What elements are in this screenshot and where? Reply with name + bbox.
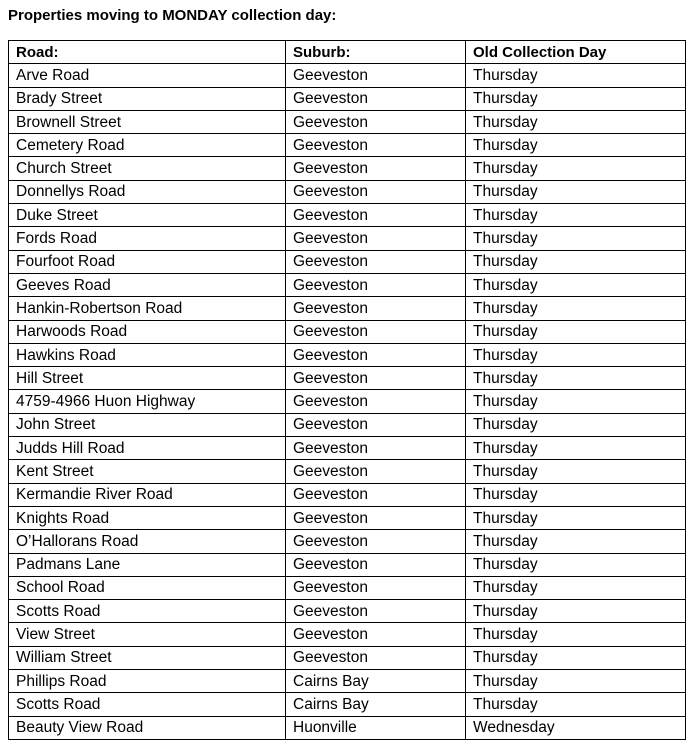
cell-road: Knights Road <box>9 506 286 529</box>
collection-day-table <box>8 40 686 740</box>
table-row <box>9 180 686 203</box>
table-row <box>9 437 686 460</box>
cell-road: Kent Street <box>9 460 286 483</box>
cell-old-collection-day: Thursday <box>466 693 686 716</box>
cell-old-collection-day: Thursday <box>466 460 686 483</box>
cell-road: Padmans Lane <box>9 553 286 576</box>
cell-road: William Street <box>9 646 286 669</box>
cell-old-collection-day: Thursday <box>466 670 686 693</box>
cell-old-collection-day: Thursday <box>466 576 686 599</box>
cell-suburb: Geeveston <box>286 180 466 203</box>
cell-old-collection-day: Thursday <box>466 227 686 250</box>
table-header-row <box>9 41 686 64</box>
cell-road: Phillips Road <box>9 670 286 693</box>
cell-old-collection-day: Thursday <box>466 250 686 273</box>
table-row <box>9 87 686 110</box>
cell-suburb: Geeveston <box>286 483 466 506</box>
cell-old-collection-day: Thursday <box>466 343 686 366</box>
cell-suburb: Geeveston <box>286 600 466 623</box>
cell-road: Arve Road <box>9 64 286 87</box>
cell-suburb: Geeveston <box>286 227 466 250</box>
cell-old-collection-day: Thursday <box>466 320 686 343</box>
cell-suburb: Geeveston <box>286 390 466 413</box>
cell-road: View Street <box>9 623 286 646</box>
cell-suburb: Geeveston <box>286 87 466 110</box>
cell-road: Fourfoot Road <box>9 250 286 273</box>
table-row <box>9 413 686 436</box>
table-row <box>9 110 686 133</box>
cell-road: Hawkins Road <box>9 343 286 366</box>
table-row <box>9 576 686 599</box>
cell-road: Brady Street <box>9 87 286 110</box>
cell-suburb: Geeveston <box>286 413 466 436</box>
cell-road: Cemetery Road <box>9 134 286 157</box>
cell-road: O’Hallorans Road <box>9 530 286 553</box>
cell-suburb: Geeveston <box>286 646 466 669</box>
page-heading: Properties moving to MONDAY collection day: <box>8 7 337 24</box>
cell-suburb: Geeveston <box>286 623 466 646</box>
cell-suburb: Huonville <box>286 716 466 739</box>
cell-old-collection-day: Thursday <box>466 413 686 436</box>
table-row <box>9 600 686 623</box>
table-row <box>9 273 686 296</box>
cell-road: Duke Street <box>9 204 286 227</box>
table-row <box>9 483 686 506</box>
column-header-suburb: Suburb: <box>286 41 466 64</box>
cell-old-collection-day: Thursday <box>466 157 686 180</box>
table-row <box>9 297 686 320</box>
cell-road: Harwoods Road <box>9 320 286 343</box>
cell-road: Hankin-Robertson Road <box>9 297 286 320</box>
cell-suburb: Geeveston <box>286 273 466 296</box>
cell-old-collection-day: Thursday <box>466 367 686 390</box>
cell-old-collection-day: Thursday <box>466 390 686 413</box>
table-row <box>9 204 686 227</box>
cell-old-collection-day: Thursday <box>466 180 686 203</box>
cell-suburb: Geeveston <box>286 297 466 320</box>
cell-road: Beauty View Road <box>9 716 286 739</box>
cell-old-collection-day: Thursday <box>466 134 686 157</box>
cell-old-collection-day: Thursday <box>466 646 686 669</box>
cell-road: Brownell Street <box>9 110 286 133</box>
cell-old-collection-day: Thursday <box>466 297 686 320</box>
cell-old-collection-day: Thursday <box>466 506 686 529</box>
cell-road: Hill Street <box>9 367 286 390</box>
table-row <box>9 343 686 366</box>
table-row <box>9 227 686 250</box>
cell-old-collection-day: Thursday <box>466 110 686 133</box>
table-row <box>9 670 686 693</box>
cell-suburb: Geeveston <box>286 110 466 133</box>
cell-suburb: Geeveston <box>286 437 466 460</box>
cell-suburb: Geeveston <box>286 64 466 87</box>
cell-road: Donnellys Road <box>9 180 286 203</box>
cell-old-collection-day: Thursday <box>466 204 686 227</box>
cell-road: Scotts Road <box>9 600 286 623</box>
cell-old-collection-day: Thursday <box>466 483 686 506</box>
table-row <box>9 134 686 157</box>
table-row <box>9 716 686 739</box>
cell-road: Geeves Road <box>9 273 286 296</box>
table-body <box>9 64 686 740</box>
cell-road: Church Street <box>9 157 286 180</box>
table-row <box>9 530 686 553</box>
cell-suburb: Geeveston <box>286 343 466 366</box>
column-header-road: Road: <box>9 41 286 64</box>
cell-suburb: Geeveston <box>286 506 466 529</box>
table-row <box>9 506 686 529</box>
cell-road: Judds Hill Road <box>9 437 286 460</box>
cell-old-collection-day: Thursday <box>466 64 686 87</box>
cell-suburb: Geeveston <box>286 250 466 273</box>
cell-suburb: Geeveston <box>286 553 466 576</box>
cell-suburb: Geeveston <box>286 320 466 343</box>
cell-old-collection-day: Thursday <box>466 437 686 460</box>
cell-suburb: Geeveston <box>286 157 466 180</box>
cell-old-collection-day: Thursday <box>466 87 686 110</box>
cell-old-collection-day: Wednesday <box>466 716 686 739</box>
cell-road: 4759-4966 Huon Highway <box>9 390 286 413</box>
table-row <box>9 623 686 646</box>
cell-road: Fords Road <box>9 227 286 250</box>
table-row <box>9 553 686 576</box>
cell-road: John Street <box>9 413 286 436</box>
table-row <box>9 64 686 87</box>
cell-suburb: Geeveston <box>286 367 466 390</box>
table-row <box>9 693 686 716</box>
table-row <box>9 390 686 413</box>
cell-old-collection-day: Thursday <box>466 530 686 553</box>
cell-suburb: Geeveston <box>286 204 466 227</box>
column-header-old-collection-day: Old Collection Day <box>466 41 686 64</box>
cell-old-collection-day: Thursday <box>466 623 686 646</box>
cell-suburb: Cairns Bay <box>286 693 466 716</box>
cell-road: School Road <box>9 576 286 599</box>
table-row <box>9 157 686 180</box>
table-row <box>9 646 686 669</box>
cell-old-collection-day: Thursday <box>466 273 686 296</box>
table-row <box>9 320 686 343</box>
cell-road: Kermandie River Road <box>9 483 286 506</box>
cell-old-collection-day: Thursday <box>466 553 686 576</box>
cell-suburb: Geeveston <box>286 576 466 599</box>
cell-old-collection-day: Thursday <box>466 600 686 623</box>
cell-suburb: Geeveston <box>286 460 466 483</box>
table-row <box>9 460 686 483</box>
table-row <box>9 367 686 390</box>
cell-suburb: Geeveston <box>286 530 466 553</box>
cell-suburb: Cairns Bay <box>286 670 466 693</box>
cell-road: Scotts Road <box>9 693 286 716</box>
table-row <box>9 250 686 273</box>
cell-suburb: Geeveston <box>286 134 466 157</box>
